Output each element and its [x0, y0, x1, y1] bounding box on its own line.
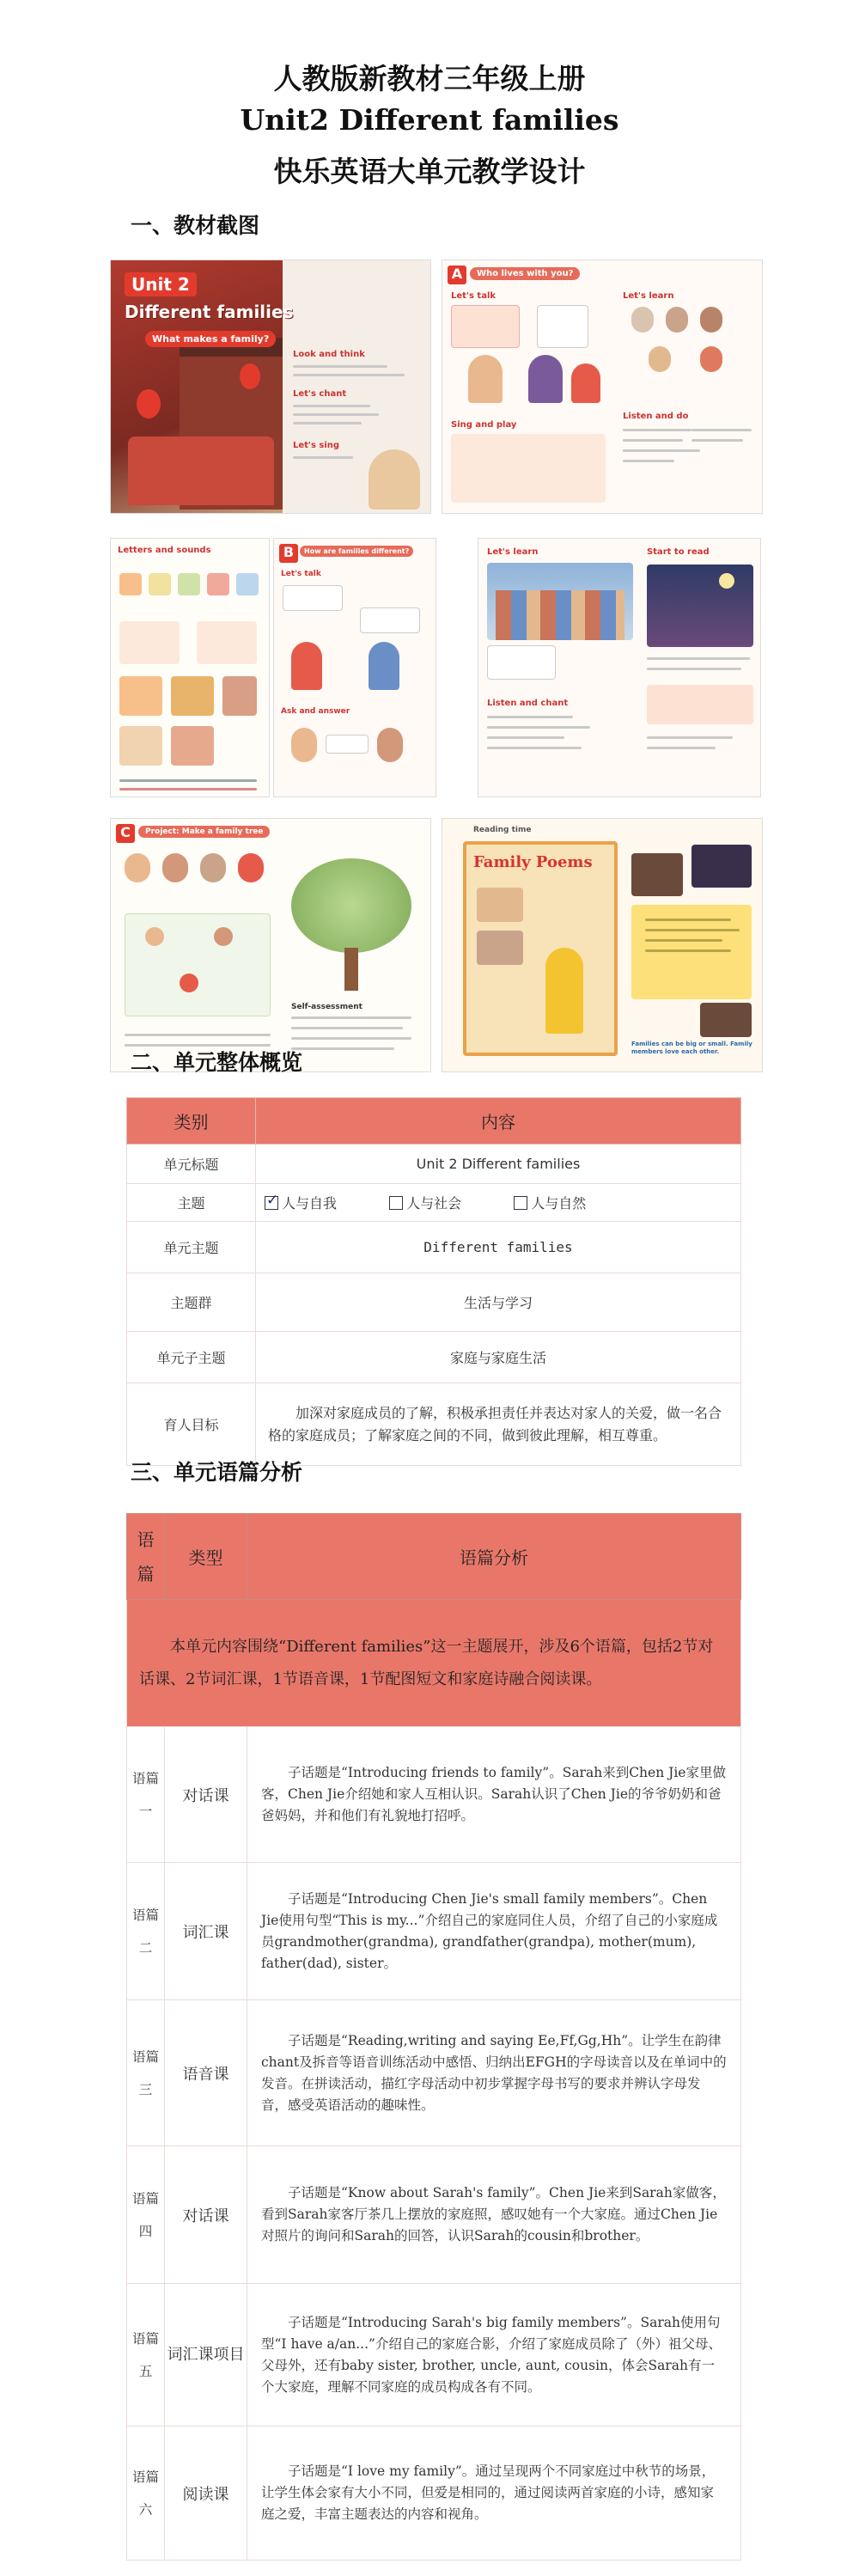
part-a-talk-label: Let's talk — [451, 291, 497, 301]
lets-chant-label: Let's chant — [293, 389, 347, 399]
table-row — [127, 2284, 741, 2426]
table-row — [127, 2000, 741, 2146]
part-b-learn-label: Let's learn — [487, 547, 539, 557]
part-a-badge: A — [448, 266, 466, 284]
look-and-think-label: Look and think — [293, 350, 365, 359]
lesson-analysis: 子话题是“I love my family”。通过呈现两个不同家庭过中秋节的场景，让学生体会家有大小不同，但爱是相同的，通过阅读两首家庭的小诗，感知家庭之爱，丰富主题表达的内容和视角。 — [247, 2426, 741, 2561]
education-goal-value: 加深对家庭成员的了解，积极承担责任并表达对家人的关爱，做一名合格的家庭成员；了解家庭之间的不同，做到彼此理解，相互尊重。 — [256, 1383, 741, 1466]
textbook-page-learn-read — [478, 538, 761, 797]
section-heading-overview: 二、单元整体概览 — [131, 1050, 303, 1075]
section-heading-analysis: 三、单元语篇分析 — [131, 1460, 303, 1485]
part-b-ask-label: Ask and answer — [281, 707, 350, 716]
sub-theme-value: 家庭与家庭生活 — [256, 1332, 741, 1383]
theme-option-label: 人与自然 — [531, 1195, 587, 1212]
self-assessment-label: Self-assessment — [291, 1003, 362, 1011]
textbook-page-letters-sounds — [110, 538, 270, 797]
table-row — [127, 2146, 741, 2284]
unit-question: What makes a family? — [145, 331, 276, 347]
table-row — [127, 1145, 741, 1184]
part-a-listen-label: Listen and do — [623, 412, 689, 421]
table-row — [127, 1222, 741, 1273]
table-row — [127, 1273, 741, 1332]
lesson-analysis: 子话题是“Reading,writing and saying Ee,Ff,Gg,Hh”。让学生在韵律chant及拆音等语音训练活动中感悟、归纳出EFGH的字母读音以及在单词中的发音。在拼读活动，描红字母活动中初步掌握字母书写的要求并辨认字母发音，感受英语活动的趣味性。 — [247, 2000, 741, 2146]
row-label-theme-group: 主题群 — [127, 1273, 256, 1332]
theme-option-label: 人与社会 — [406, 1195, 462, 1212]
row-label-sub-theme: 单元子主题 — [127, 1332, 256, 1383]
column-header-category: 类别 — [127, 1098, 256, 1145]
unit-intro-text: 本单元内容围绕“Different families”这一主题展开，涉及6个语篇，包括2节对话课、2节词汇课，1节语音课，1节配图短文和家庭诗融合阅读课。 — [127, 1600, 741, 1727]
textbook-page-part-b — [273, 538, 436, 797]
part-b-badge: B — [279, 544, 298, 563]
theme-option-self[interactable] — [265, 1193, 337, 1212]
lesson-analysis: 子话题是“Introducing Chen Jie's small family members”。Chen Jie使用句型“This is my...”介绍自己的家庭同住人员，介绍了自己的小家庭成员grandmother(grandma), grandfather(grandpa), mother(mum), father(dad), sister。 — [247, 1863, 741, 2000]
theme-option-nature[interactable] — [514, 1193, 586, 1212]
lesson-type: 词汇课 — [165, 1863, 247, 2000]
part-b-heading: How are families different? — [300, 546, 413, 557]
table-row — [127, 1383, 741, 1466]
section-heading-textbook: 一、教材截图 — [131, 213, 260, 238]
theme-options — [256, 1184, 741, 1222]
text-ordinal: 语篇六 — [127, 2426, 165, 2561]
part-a-heading: Who lives with you? — [470, 267, 580, 280]
row-label-unit-title: 单元标题 — [127, 1145, 256, 1184]
column-header-ordinal — [127, 1514, 165, 1600]
theme-option-society[interactable] — [389, 1193, 461, 1212]
text-ordinal: 语篇四 — [127, 2146, 165, 2284]
start-to-read-label: Start to read — [647, 547, 710, 557]
row-label-theme: 主题 — [127, 1184, 256, 1222]
theme-group-value: 生活与学习 — [256, 1273, 741, 1332]
textbook-page-unit-cover — [110, 259, 431, 514]
textbook-page-part-a — [442, 259, 763, 514]
unit-badge: Unit 2 — [125, 272, 197, 296]
unit-overview-table — [126, 1097, 741, 1466]
reading-time-label: Reading time — [473, 826, 532, 834]
document-title-line-2: Unit2 Different families — [240, 103, 619, 137]
checkbox-unchecked-icon — [389, 1196, 403, 1210]
lesson-type: 阅读课 — [165, 2426, 247, 2561]
table-row — [127, 1863, 741, 2000]
table-row-intro — [127, 1600, 741, 1727]
theme-option-label: 人与自我 — [282, 1195, 338, 1212]
reading-time-caption: Families can be big or small. Family members love each other. — [631, 1041, 752, 1055]
part-a-learn-label: Let's learn — [623, 291, 674, 301]
text-ordinal: 语篇三 — [127, 2000, 165, 2146]
column-header-analysis: 语篇分析 — [247, 1514, 741, 1600]
lesson-type: 语音课 — [165, 2000, 247, 2146]
document-title-line-3: 快乐英语大单元教学设计 — [273, 155, 586, 188]
lesson-analysis: 子话题是“Know about Sarah's family”。Chen Jie来到Sarah家做客，看到Sarah家客厅茶几上摆放的家庭照，感叹她有一个大家庭。通过Chen Jie对照片的询问和Sarah的回答，认识Sarah的cousin和brother。 — [247, 2146, 741, 2284]
unit-title-value: Unit 2 Different families — [256, 1145, 741, 1184]
lesson-type: 对话课 — [165, 2146, 247, 2284]
text-ordinal: 语篇一 — [127, 1727, 165, 1863]
table-row — [127, 1727, 741, 1863]
part-c-heading: Project: Make a family tree — [138, 826, 270, 838]
column-header-type: 类型 — [165, 1514, 247, 1600]
table-row — [127, 2426, 741, 2561]
part-a-sing-label: Sing and play — [451, 420, 517, 430]
lesson-type: 词汇课项目 — [165, 2284, 247, 2426]
checkbox-checked-icon — [265, 1196, 278, 1210]
column-header-content: 内容 — [256, 1098, 741, 1145]
unit-theme-value: Different families — [256, 1222, 741, 1273]
table-row — [127, 1184, 741, 1222]
lesson-analysis: 子话题是“Introducing Sarah's big family members”。Sarah使用句型“I have a/an...”介绍自己的家庭合影，介绍了家庭成员除了（外）祖父母、父母外，还有baby sister, brother, uncle, aunt, cousin，体会Sarah有一个大家庭，理解不同家庭的成员构成各有不同。 — [247, 2284, 741, 2426]
document-title-line-1: 人教版新教材三年级上册 — [273, 62, 586, 95]
part-c-badge: C — [116, 824, 135, 843]
checkbox-unchecked-icon — [514, 1196, 527, 1210]
textbook-page-reading-time — [442, 818, 763, 1072]
text-analysis-table — [126, 1513, 741, 2561]
textbook-page-part-c — [110, 818, 431, 1072]
table-row — [127, 1332, 741, 1383]
text-ordinal: 语篇五 — [127, 2284, 165, 2426]
family-poems-title: Family Poems — [473, 853, 593, 871]
text-ordinal: 语篇二 — [127, 1863, 165, 2000]
column-header-label: 语篇 — [137, 1529, 155, 1584]
lesson-type: 对话课 — [165, 1727, 247, 1863]
lesson-analysis: 子话题是“Introducing friends to family”。Sarah来到Chen Jie家里做客，Chen Jie介绍她和家人互相认识。Sarah认识了Chen Jie的爷爷奶奶和爸爸妈妈，并和他们有礼貌地打招呼。 — [247, 1727, 741, 1863]
part-b-talk-label: Let's talk — [281, 570, 321, 578]
lets-sing-label: Let's sing — [293, 441, 340, 450]
letters-sounds-heading: Letters and sounds — [118, 546, 211, 555]
row-label-unit-theme: 单元主题 — [127, 1222, 256, 1273]
part-b-listen-label: Listen and chant — [487, 699, 569, 708]
unit-title: Different families — [125, 302, 294, 322]
row-label-education-goal: 育人目标 — [127, 1383, 256, 1466]
table-header-row — [127, 1098, 741, 1145]
table-header-row — [127, 1514, 741, 1600]
